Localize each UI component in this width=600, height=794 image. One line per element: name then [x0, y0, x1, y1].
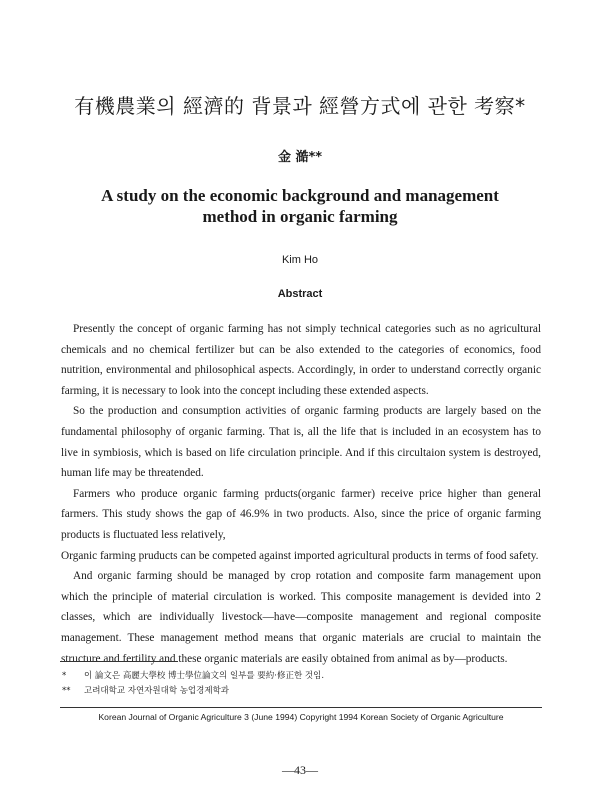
- journal-citation: Korean Journal of Organic Agriculture 3 (June 1994) Copyright 1994 Korean Society of Organic Agriculture: [98, 712, 504, 722]
- paper-title-english: [60, 185, 540, 227]
- footnote-1-marker: *: [62, 671, 67, 681]
- abstract-heading: Abstract: [277, 288, 323, 300]
- author-korean: 金 澔**: [277, 150, 323, 165]
- abstract-paragraph-4: Organic farming pruducts can be competed against imported agricultural products in terms of food safety.: [61, 549, 539, 562]
- journal-divider: [60, 707, 542, 708]
- abstract-paragraph-1: Presently the concept of organic farming has not simply technical categories such as no agricultural chemicals and no chemical fertilizer but can be also extended to the categories of economics, food nutrition, environmental and philosophical aspects. Accordingly, in order to understand correctly organic farming, it is necessary to look into the concept including these extended aspects.: [61, 323, 541, 397]
- author-english: Kim Ho: [281, 254, 319, 266]
- abstract-paragraph-5: And organic farming should be managed by crop rotation and composite farm management upon which the principle of material circulation is worked. This composite management is devided into 2 classes, which are individually livestock—have—composite management and regional composite management. These management method means that organic materials are crucial to maintain the structure and fertility and these organic materials are easily obtained from animal as by—products.: [61, 570, 541, 665]
- abstract-body: [61, 319, 541, 669]
- footnote-2: [62, 685, 229, 697]
- footnote-2-text: 고려대학교 자연자원대학 농업경제학과: [84, 686, 229, 696]
- footnote-1-text: 이 論文은 高麗大學校 博士學位論文의 일부를 要約·修正한 것임.: [84, 671, 325, 681]
- title-english-line-1: A study on the economic background and management: [101, 186, 499, 205]
- title-english-line-2: method in organic farming: [202, 207, 398, 226]
- abstract-paragraph-2: So the production and consumption activities of organic farming products are largely based on the fundamental philosophy of organic farming. That is, all the life that is included in an ecosystem has to live in symbiosis, which is based on life circulation principle. And if this circultaion system is destroyed, human life may be threatended.: [61, 405, 541, 480]
- page-number: —43—: [282, 763, 318, 777]
- footnote-divider: [60, 661, 178, 662]
- paper-title-korean: 有機農業의 經濟的 背景과 經營方式에 관한 考察*: [74, 94, 526, 118]
- abstract-paragraph-3: Farmers who produce organic farming prducts(organic farmer) receive price higher than general farmers. This study shows the gap of 46.9% in two products. Also, since the price of organic farming products is fluctuated less relatively,: [61, 487, 541, 541]
- footnote-1: [62, 670, 324, 682]
- footnote-2-marker: **: [62, 686, 71, 696]
